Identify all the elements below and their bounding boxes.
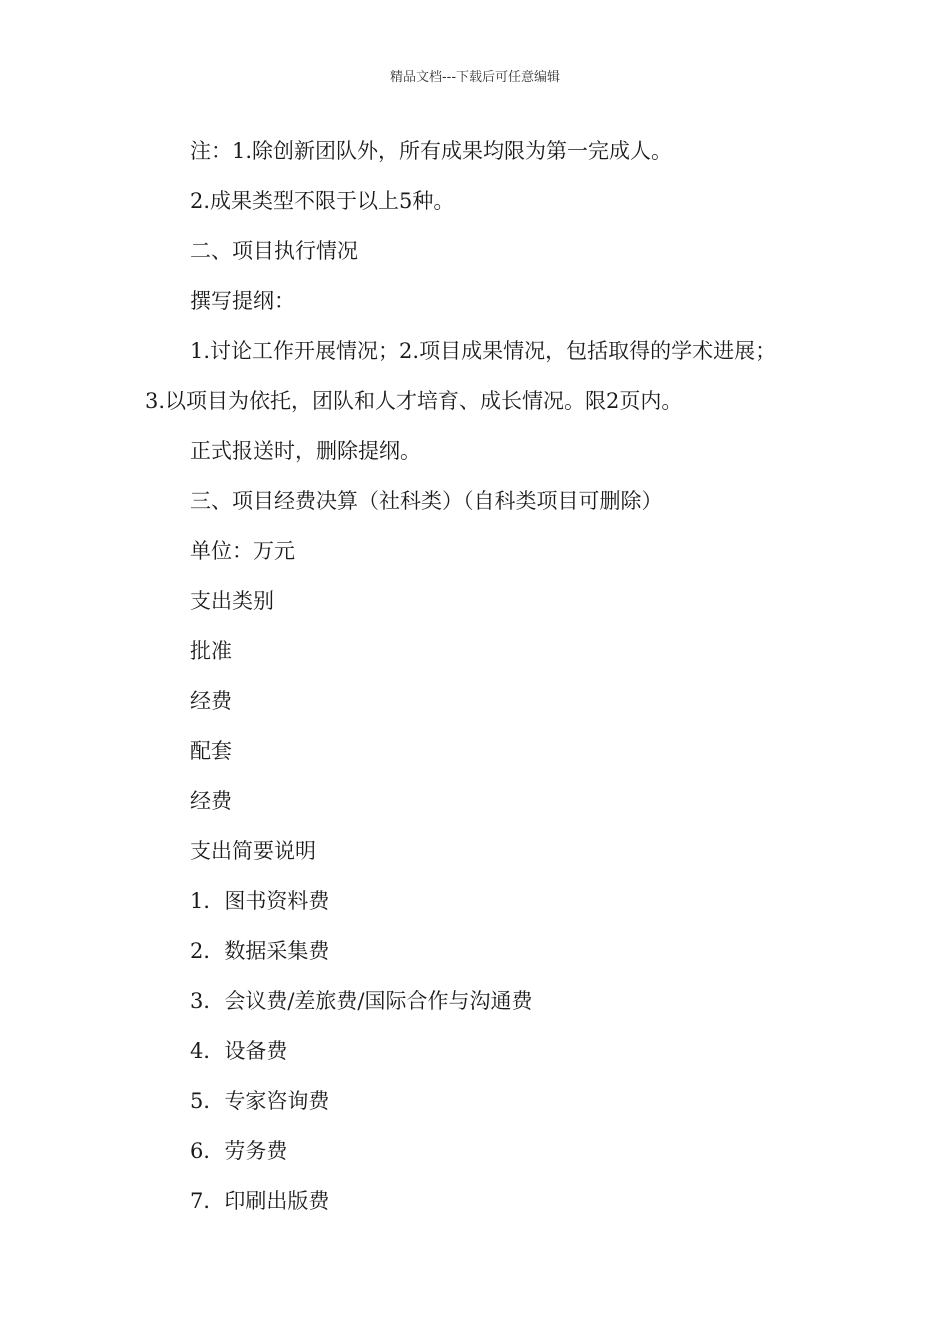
section-heading-execution: 二、项目执行情况	[190, 239, 358, 263]
expense-item-1: 1．图书资料费	[190, 889, 330, 913]
column-matching: 配套	[190, 739, 232, 763]
expense-item-6: 6．劳务费	[190, 1139, 288, 1163]
note-line-2: 2.成果类型不限于以上5种。	[190, 189, 455, 213]
outline-note: 正式报送时，删除提纲。	[190, 439, 421, 463]
expense-item-5: 5．专家咨询费	[190, 1089, 330, 1113]
expense-item-7: 7．印刷出版费	[190, 1189, 330, 1213]
page-header: 精品文档---下载后可任意编辑	[389, 70, 561, 85]
outline-label: 撰写提纲：	[190, 289, 295, 313]
column-approved-funds: 经费	[190, 689, 232, 713]
note-line-1: 注：1.除创新团队外，所有成果均限为第一完成人。	[190, 139, 673, 163]
column-matching-funds: 经费	[190, 789, 232, 813]
column-approved: 批准	[190, 639, 232, 663]
column-expense-category: 支出类别	[190, 589, 274, 613]
expense-item-2: 2．数据采集费	[190, 939, 330, 963]
section-heading-budget: 三、项目经费决算（社科类）（自科类项目可删除）	[190, 489, 663, 513]
outline-item-3: 3.以项目为依托，团队和人才培育、成长情况。限2页内。	[145, 389, 683, 413]
outline-item-1-2: 1.讨论工作开展情况；2.项目成果情况，包括取得的学术进展；	[190, 339, 777, 363]
expense-item-3: 3．会议费/差旅费/国际合作与沟通费	[190, 989, 533, 1013]
column-expense-description: 支出简要说明	[190, 839, 316, 863]
expense-item-4: 4．设备费	[190, 1039, 288, 1063]
unit-label: 单位：万元	[190, 539, 295, 563]
